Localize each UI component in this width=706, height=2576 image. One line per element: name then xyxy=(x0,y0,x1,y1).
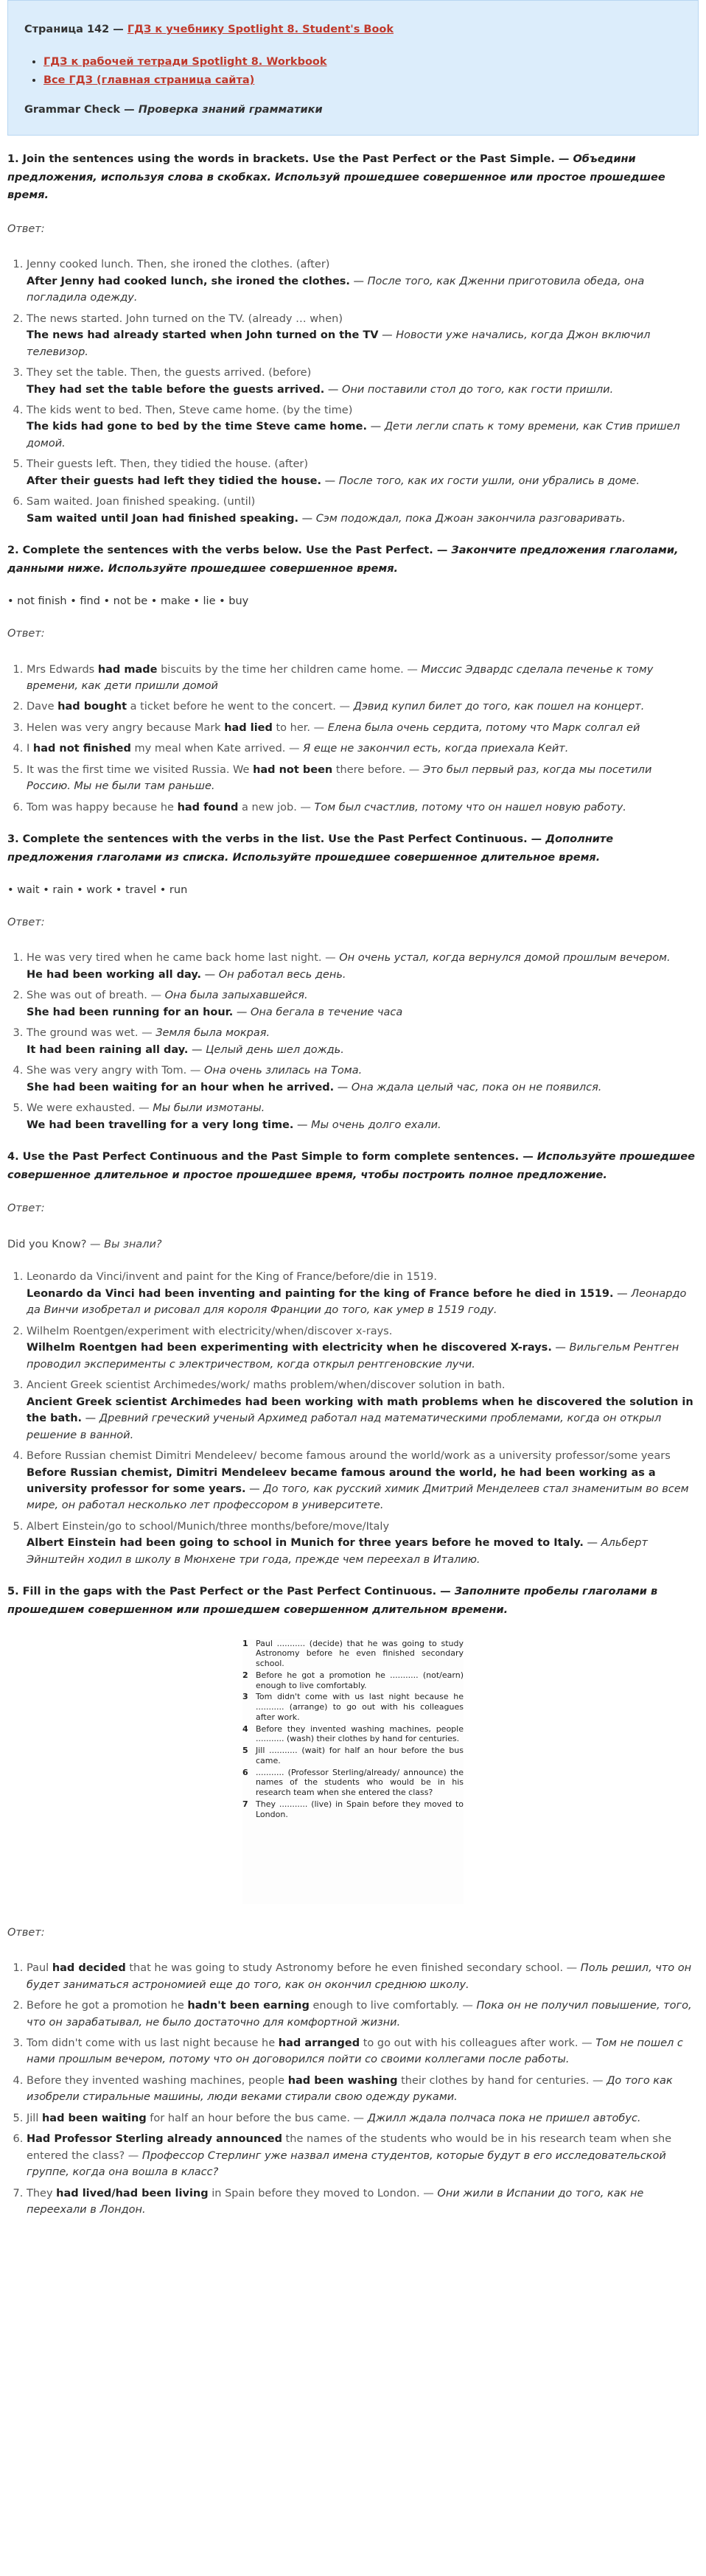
list-item xyxy=(27,256,699,306)
answer-text: We had been travelling for a very long time. xyxy=(27,1119,294,1131)
translation: Поль решил, что он будет заниматься астрономией еще до того, как он окончил среднюю школу. xyxy=(27,1962,692,1991)
exercise-text: ........... (Professor Sterling/already/ announce) the names of the students who would be in his research team when she entered the class? xyxy=(256,1767,464,1798)
student-book-link[interactable]: ГДЗ к учебнику Spotlight 8. Student's Book xyxy=(127,24,394,35)
sentence-end: that he was going to study Astronomy before he even finished secondary school. — xyxy=(125,1962,578,1975)
sentence-start: They xyxy=(27,2187,57,2199)
list-item xyxy=(27,987,699,1021)
answer-list xyxy=(27,1269,699,1568)
exercise-text: They ........... (live) in Spain before they moved to London. xyxy=(256,1799,464,1819)
answer-list xyxy=(27,950,699,1133)
answer-text: They had set the table before the guests arrived. xyxy=(27,383,325,396)
sentence-end: their clothes by hand for centuries. — xyxy=(397,2074,604,2087)
task-4 xyxy=(7,1148,699,1568)
answer-text: had made xyxy=(97,663,158,676)
list-item xyxy=(27,1448,699,1514)
task-title-ru: Заполните пробелы глаголами в прошедшем совершенном или прошедшем совершенном длительном времени. xyxy=(7,1586,658,1616)
home-link[interactable]: Все ГДЗ (главная страница сайта) xyxy=(43,74,255,86)
answer: Before Russian chemist, Dimitri Mendeleev became famous around the world, he had been working as a university professor for some years. — До того, как русский химик Дмитрий Менделеев стал знаменитым во всем мире, он работал несколько лет профессором в университете. xyxy=(27,1466,689,1512)
did-you-know xyxy=(7,1236,699,1253)
question-translation: Она была запыхавшейся. xyxy=(164,990,308,1002)
translation: Она ждала целый час, пока он не появился. xyxy=(351,1081,602,1093)
answer: After their guests had left they tidied the house. — После того, как их гости ушли, они убрались в доме. xyxy=(27,475,640,487)
page-title xyxy=(24,21,682,38)
task-5 xyxy=(7,1583,699,2218)
list-item xyxy=(27,2110,699,2127)
answer-list xyxy=(27,256,699,527)
answer-label: Ответ: xyxy=(7,223,45,235)
sentence-start: Tom was happy because he xyxy=(27,801,178,813)
list-item xyxy=(27,2185,699,2219)
sentence-end: enough to live comfortably. — xyxy=(309,2000,473,2012)
question: Jenny cooked lunch. Then, she ironed the clothes. (after) xyxy=(27,259,330,271)
exercise-number: 1 xyxy=(242,1638,248,1648)
section-heading xyxy=(24,102,682,118)
list-item xyxy=(27,1269,699,1318)
translation: Она бегала в течение часа xyxy=(250,1006,403,1018)
task-title-en: 4. Use the Past Perfect Continuous and the Past Simple to form complete sentences. — xyxy=(7,1151,534,1163)
list-item xyxy=(27,720,699,736)
answer-label: Ответ: xyxy=(7,1926,45,1939)
translation: Мы очень долго ехали. xyxy=(311,1119,441,1131)
answer-text: Ancient Greek scientist Archimedes had been working with math problems when he discovered the solution in the bath. xyxy=(27,1396,693,1425)
sentence-end: there before. — xyxy=(332,763,420,776)
sentence-start: It was the first time we visited Russia. We xyxy=(27,763,254,776)
exercise-number: 6 xyxy=(242,1767,248,1777)
question: He was very tired when he came back home last night. — xyxy=(27,952,336,965)
answer-label: Ответ: xyxy=(7,917,45,929)
answer: Ancient Greek scientist Archimedes had been working with math problems when he discovered the solution in the bath. — Древний греческий ученый Архимед работал над математическими проблемами, когда он открыл решение в ванной. xyxy=(27,1396,693,1441)
exercise-number: 7 xyxy=(242,1799,248,1809)
answer-text: had lied xyxy=(224,721,273,734)
exercise-item xyxy=(242,1746,464,1766)
translation: Вильгельм Рентген проводил эксперименты с электричеством, когда открыл рентгеновские лучи. xyxy=(27,1342,679,1371)
exercise-item xyxy=(242,1692,464,1722)
answer-list xyxy=(27,662,699,816)
answer: She had been running for an hour. — Она бегала в течение часа xyxy=(27,1006,403,1018)
question-translation: Она очень злилась на Тома. xyxy=(204,1065,363,1077)
exercise-item xyxy=(242,1670,464,1691)
translation: Они жили в Испании до того, как не переехали в Лондон. xyxy=(27,2187,644,2216)
translation: Древний греческий ученый Архимед работал над математическими проблемами, когда он открыл решение в ванной. xyxy=(27,1413,662,1441)
list-item xyxy=(27,741,699,757)
translation: Дети легли спать к тому времени, как Стив пришел домой. xyxy=(27,421,680,449)
list-item xyxy=(43,54,682,70)
answer-text: She had been waiting for an hour when he arrived. xyxy=(27,1081,335,1093)
question-translation: Земля была мокрая. xyxy=(155,1027,270,1040)
task-title-en: 3. Complete the sentences with the verbs in the list. Use the Past Perfect Continuous. — xyxy=(7,833,542,846)
section-heading-en: Grammar Check — xyxy=(24,104,135,116)
list-item xyxy=(27,456,699,489)
task-title-en: 1. Join the sentences using the words in brackets. Use the Past Perfect or the Past Simple. — xyxy=(7,153,570,165)
answer-text: It had been raining all day. xyxy=(27,1043,189,1056)
answer: The news had already started when John turned on the TV — Новости уже начались, когда Джон включил телевизор. xyxy=(27,329,651,358)
info-box xyxy=(7,0,699,136)
translation: Джилл ждала полчаса пока не пришел автобус. xyxy=(367,2112,641,2124)
question: Their guests left. Then, they tidied the house. (after) xyxy=(27,458,308,471)
answer: We had been travelling for a very long time. — Мы очень долго ехали. xyxy=(27,1119,441,1131)
task-title xyxy=(7,1583,699,1619)
translation: До того, как русский химик Дмитрий Менделеев стал знаменитым во всем мире, он работал несколько лет профессором в университете. xyxy=(27,1483,689,1512)
answer-text: The news had already started when John turned on the TV xyxy=(27,329,379,342)
answer-label: Ответ: xyxy=(7,1203,45,1215)
translation: Это был первый раз, когда мы посетили Россию. Мы не были там раньше. xyxy=(27,763,652,793)
list-item xyxy=(27,2035,699,2068)
sentence-end: a ticket before he went to the concert. — xyxy=(127,701,351,713)
list-item xyxy=(27,1960,699,1993)
sentence-end: the names of the students who would be in his research team when she entered the class? — xyxy=(27,2133,672,2162)
exercise-number: 5 xyxy=(242,1746,248,1756)
question: Wilhelm Roentgen/experiment with electricity/when/discover x-rays. xyxy=(27,1325,393,1337)
answer: Leonardo da Vinci had been inventing and painting for the king of France before he died in 1519. — Леонардо да Винчи изобретал и рисовал для короля Франции до того, как умер в 1519 году. xyxy=(27,1287,687,1317)
exercise-image xyxy=(242,1639,464,1904)
list-item xyxy=(43,72,682,88)
answer-text: After their guests had left they tidied the house. xyxy=(27,475,321,487)
question: They set the table. Then, the guests arrived. (before) xyxy=(27,367,312,379)
answer: He had been working all day. — Он работал весь день. xyxy=(27,968,346,981)
task-title xyxy=(7,150,699,205)
question: The news started. John turned on the TV. (already … when) xyxy=(27,312,343,325)
exercise-text: Tom didn't come with us last night because he ........... (arrange) to go out with his colleagues after work. xyxy=(256,1692,464,1722)
answer-text: had not finished xyxy=(32,743,131,755)
answer-list xyxy=(27,1960,699,2219)
exercise-text: Paul ........... (decide) that he was going to study Astronomy before he even finished secondary school. xyxy=(256,1638,464,1669)
answer-text: had been waiting xyxy=(41,2112,147,2124)
answer-text: had bought xyxy=(57,701,127,713)
translation: Профессор Стерлинг уже назвал имена студентов, которые будут в его исследовательской группе, когда она вошла в класс? xyxy=(27,2149,666,2179)
list-item xyxy=(27,1063,699,1096)
answer: After Jenny had cooked lunch, she ironed the clothes. — После того, как Дженни приготовила обеда, она погладила одежду. xyxy=(27,275,645,304)
question: The ground was wet. — xyxy=(27,1027,153,1040)
answer-text: He had been working all day. xyxy=(27,968,201,981)
sentence-end: my meal when Kate arrived. — xyxy=(130,743,300,755)
page-number: Страница 142 — xyxy=(24,24,124,35)
task-1 xyxy=(7,150,699,527)
exercise-text: Before they invented washing machines, people ........... (wash) their clothes by hand for centuries. xyxy=(256,1723,464,1744)
list-item xyxy=(27,662,699,695)
task-title-ru: Объедини предложения, используя слова в скобках. Используй прошедшее совершенное или простое прошедшее время. xyxy=(7,153,665,202)
sentence-start: Jill xyxy=(27,2112,42,2124)
answer-text: Wilhelm Roentgen had been experimenting with electricity when he discovered X-rays. xyxy=(27,1342,552,1354)
list-item xyxy=(27,1519,699,1568)
links-list xyxy=(43,54,682,88)
question: We were exhausted. — xyxy=(27,1102,150,1115)
sentence-start: Before they invented washing machines, people xyxy=(27,2074,288,2087)
section-heading-ru: Проверка знаний грамматики xyxy=(138,104,323,116)
translation: Новости уже начались, когда Джон включил телевизор. xyxy=(27,329,651,358)
question: Leonardo da Vinci/invent and paint for the King of France/before/die in 1519. xyxy=(27,1271,438,1284)
sentence-start: Paul xyxy=(27,1962,52,1975)
question: Before Russian chemist Dimitri Mendeleev/ become famous around the world/work as a university professor/some years xyxy=(27,1450,671,1463)
question: She was out of breath. — xyxy=(27,990,162,1002)
exercise-number: 2 xyxy=(242,1670,248,1680)
list-item xyxy=(27,950,699,983)
question-translation: Мы были измотаны. xyxy=(153,1102,265,1115)
answer-text: She had been running for an hour. xyxy=(27,1006,234,1018)
sentence-start: Mrs Edwards xyxy=(27,663,98,676)
list-item xyxy=(27,762,699,795)
translation: Я еще не закончил есть, когда приехала Кейт. xyxy=(303,743,569,755)
list-item xyxy=(27,2073,699,2106)
answer-text: Before Russian chemist, Dimitri Mendeleev became famous around the world, he had been working as a university professor for some years. xyxy=(27,1466,656,1496)
answer-text: had not been xyxy=(253,763,333,776)
answer-text: Sam waited until Joan had finished speaking. xyxy=(27,512,299,525)
translation: Леонардо да Винчи изобретал и рисовал для короля Франции до того, как умер в 1519 году. xyxy=(27,1287,687,1317)
answer: Sam waited until Joan had finished speaking. — Сэм подождал, пока Джоан закончила разговаривать. xyxy=(27,512,626,525)
translation: Том был счастлив, потому что он нашел новую работу. xyxy=(314,801,626,813)
question: The kids went to bed. Then, Steve came home. (by the time) xyxy=(27,405,353,417)
task-title-en: 2. Complete the sentences with the verbs below. Use the Past Perfect. — xyxy=(7,545,448,557)
answer: Wilhelm Roentgen had been experimenting with electricity when he discovered X-rays. — Вильгельм Рентген проводил эксперименты с электричеством, когда открыл рентгеновские лучи. xyxy=(27,1342,679,1371)
translation: Они поставили стол до того, как гости пришли. xyxy=(342,383,614,396)
translation: Елена была очень сердита, потому что Марк солгал ей xyxy=(327,721,640,734)
answer-text: hadn't been earning xyxy=(187,2000,310,2012)
translation: Миссис Эдвардс сделала печенье к тому времени, как дети пришли домой xyxy=(27,663,654,692)
task-title-ru: Закончите предложения глаголами, данными ниже. Используйте прошедшее совершенное время. xyxy=(7,545,679,575)
sentence-end: to her. — xyxy=(272,721,325,734)
sentence-start: Tom didn't come with us last night because he xyxy=(27,2037,279,2049)
sentence-end: for half an hour before the bus came. — xyxy=(146,2112,365,2124)
exercise-item xyxy=(242,1768,464,1798)
sentence-end: biscuits by the time her children came home. — xyxy=(157,663,418,676)
exercise-number: 4 xyxy=(242,1723,248,1734)
list-item xyxy=(27,1100,699,1133)
sentence-end: a new job. — xyxy=(238,801,311,813)
answer-text: Leonardo da Vinci had been inventing and painting for the king of France before he died in 1519. xyxy=(27,1287,614,1300)
list-item xyxy=(27,494,699,527)
task-title xyxy=(7,830,699,867)
exercise-number: 3 xyxy=(242,1692,248,1702)
translation: Альберт Эйнштейн ходил в школу в Мюнхене три года, прежде чем переехал в Италию. xyxy=(27,1537,648,1566)
translation: Том не пошел с нами прошлым вечером, потому что он договорился пойти со своими коллегами после работы. xyxy=(27,2037,683,2066)
answer: They had set the table before the guests arrived. — Они поставили стол до того, как гости пришли. xyxy=(27,383,614,396)
question: Ancient Greek scientist Archimedes/work/ maths problem/when/discover solution in bath. xyxy=(27,1379,506,1392)
answer-text: The kids had gone to bed by the time Steve came home. xyxy=(27,421,367,433)
list-item xyxy=(27,1025,699,1058)
sentence-start: Before he got a promotion he xyxy=(27,2000,188,2012)
workbook-link[interactable]: ГДЗ к рабочей тетради Spotlight 8. Workbook xyxy=(43,56,327,69)
question: Sam waited. Joan finished speaking. (until) xyxy=(27,496,256,508)
task-title-ru: Используйте прошедшее совершенное длительное и простое прошедшее время, чтобы построить полное предложение. xyxy=(7,1151,695,1181)
list-item xyxy=(27,1998,699,2031)
answer: It had been raining all day. — Целый день шел дождь. xyxy=(27,1043,344,1056)
did-you-know-ru: Вы знали? xyxy=(104,1238,162,1250)
answer: Albert Einstein had been going to school in Munich for three years before he moved to Italy. — Альберт Эйнштейн ходил в школу в Мюнхене три года, прежде чем переехал в Италию. xyxy=(27,1537,648,1566)
translation: Дэвид купил билет до того, как пошел на концерт. xyxy=(353,701,645,713)
list-item xyxy=(27,1323,699,1373)
sentence-start: I xyxy=(27,743,33,755)
answer-text: Albert Einstein had been going to school in Munich for three years before he moved to Italy. xyxy=(27,1537,584,1550)
translation: Целый день шел дождь. xyxy=(206,1043,344,1056)
list-item xyxy=(27,311,699,360)
list-item xyxy=(27,365,699,398)
question: Albert Einstein/go to school/Munich/three months/before/move/Italy xyxy=(27,1520,390,1533)
task-title xyxy=(7,1148,699,1184)
exercise-text: Before he got a promotion he ........... (not/earn) enough to live comfortably. xyxy=(256,1670,464,1690)
answer: She had been waiting for an hour when he arrived. — Она ждала целый час, пока он не появился. xyxy=(27,1081,602,1093)
question: She was very angry with Tom. — xyxy=(27,1065,201,1077)
task-title-en: 5. Fill in the gaps with the Past Perfect or the Past Perfect Continuous. — xyxy=(7,1586,451,1598)
sentence-start: Dave xyxy=(27,701,58,713)
answer-text: Had Professor Sterling already announced xyxy=(27,2133,282,2146)
list-item xyxy=(27,402,699,452)
exercise-item xyxy=(242,1724,464,1745)
answer: The kids had gone to bed by the time Steve came home. — Дети легли спать к тому времени, как Стив пришел домой. xyxy=(27,421,680,449)
task-title xyxy=(7,542,699,578)
translation: Он работал весь день. xyxy=(218,968,346,981)
task-2 xyxy=(7,542,699,816)
question-translation: Он очень устал, когда вернулся домой прошлым вечером. xyxy=(339,952,671,965)
exercise-text: Jill ........... (wait) for half an hour before the bus came. xyxy=(256,1746,464,1765)
answer-text: had lived/had been living xyxy=(56,2187,209,2199)
answer-text: had been washing xyxy=(287,2074,398,2087)
translation: После того, как Дженни приготовила обеда, она погладила одежду. xyxy=(27,275,645,304)
word-list: • wait • rain • work • travel • run xyxy=(7,883,188,896)
translation: Сэм подождал, пока Джоан закончила разговаривать. xyxy=(315,512,626,525)
exercise-item xyxy=(242,1639,464,1669)
task-title-ru: Дополните предложения глаголами из списка. Используйте прошедшее совершенное длительное время. xyxy=(7,833,614,864)
translation: Пока он не получил повышение, того, что он зарабатывал, не было достаточно для комфортной жизни. xyxy=(27,2000,692,2029)
list-item xyxy=(27,699,699,715)
answer-text: After Jenny had cooked lunch, she ironed the clothes. xyxy=(27,275,350,287)
exercise-item xyxy=(242,1799,464,1820)
list-item xyxy=(27,1377,699,1443)
list-item xyxy=(27,2131,699,2180)
word-list: • not finish • find • not be • make • lie • buy xyxy=(7,595,249,607)
answer-label: Ответ: xyxy=(7,628,45,640)
answer-text: had decided xyxy=(52,1962,126,1975)
answer-text: had found xyxy=(177,801,239,813)
list-item xyxy=(27,799,699,816)
answer-text: had arranged xyxy=(278,2037,360,2049)
sentence-end: to go out with his colleagues after work. — xyxy=(360,2037,593,2049)
sentence-end: in Spain before they moved to London. — xyxy=(208,2187,434,2199)
sentence-start: Helen was very angry because Mark xyxy=(27,721,225,734)
translation: До того как изобрели стиральные машины, люди веками стирали свою одежду руками. xyxy=(27,2074,673,2104)
translation: После того, как их гости ушли, они убрались в доме. xyxy=(338,475,640,487)
task-3 xyxy=(7,830,699,1133)
did-you-know-en: Did you Know? — xyxy=(7,1238,101,1250)
